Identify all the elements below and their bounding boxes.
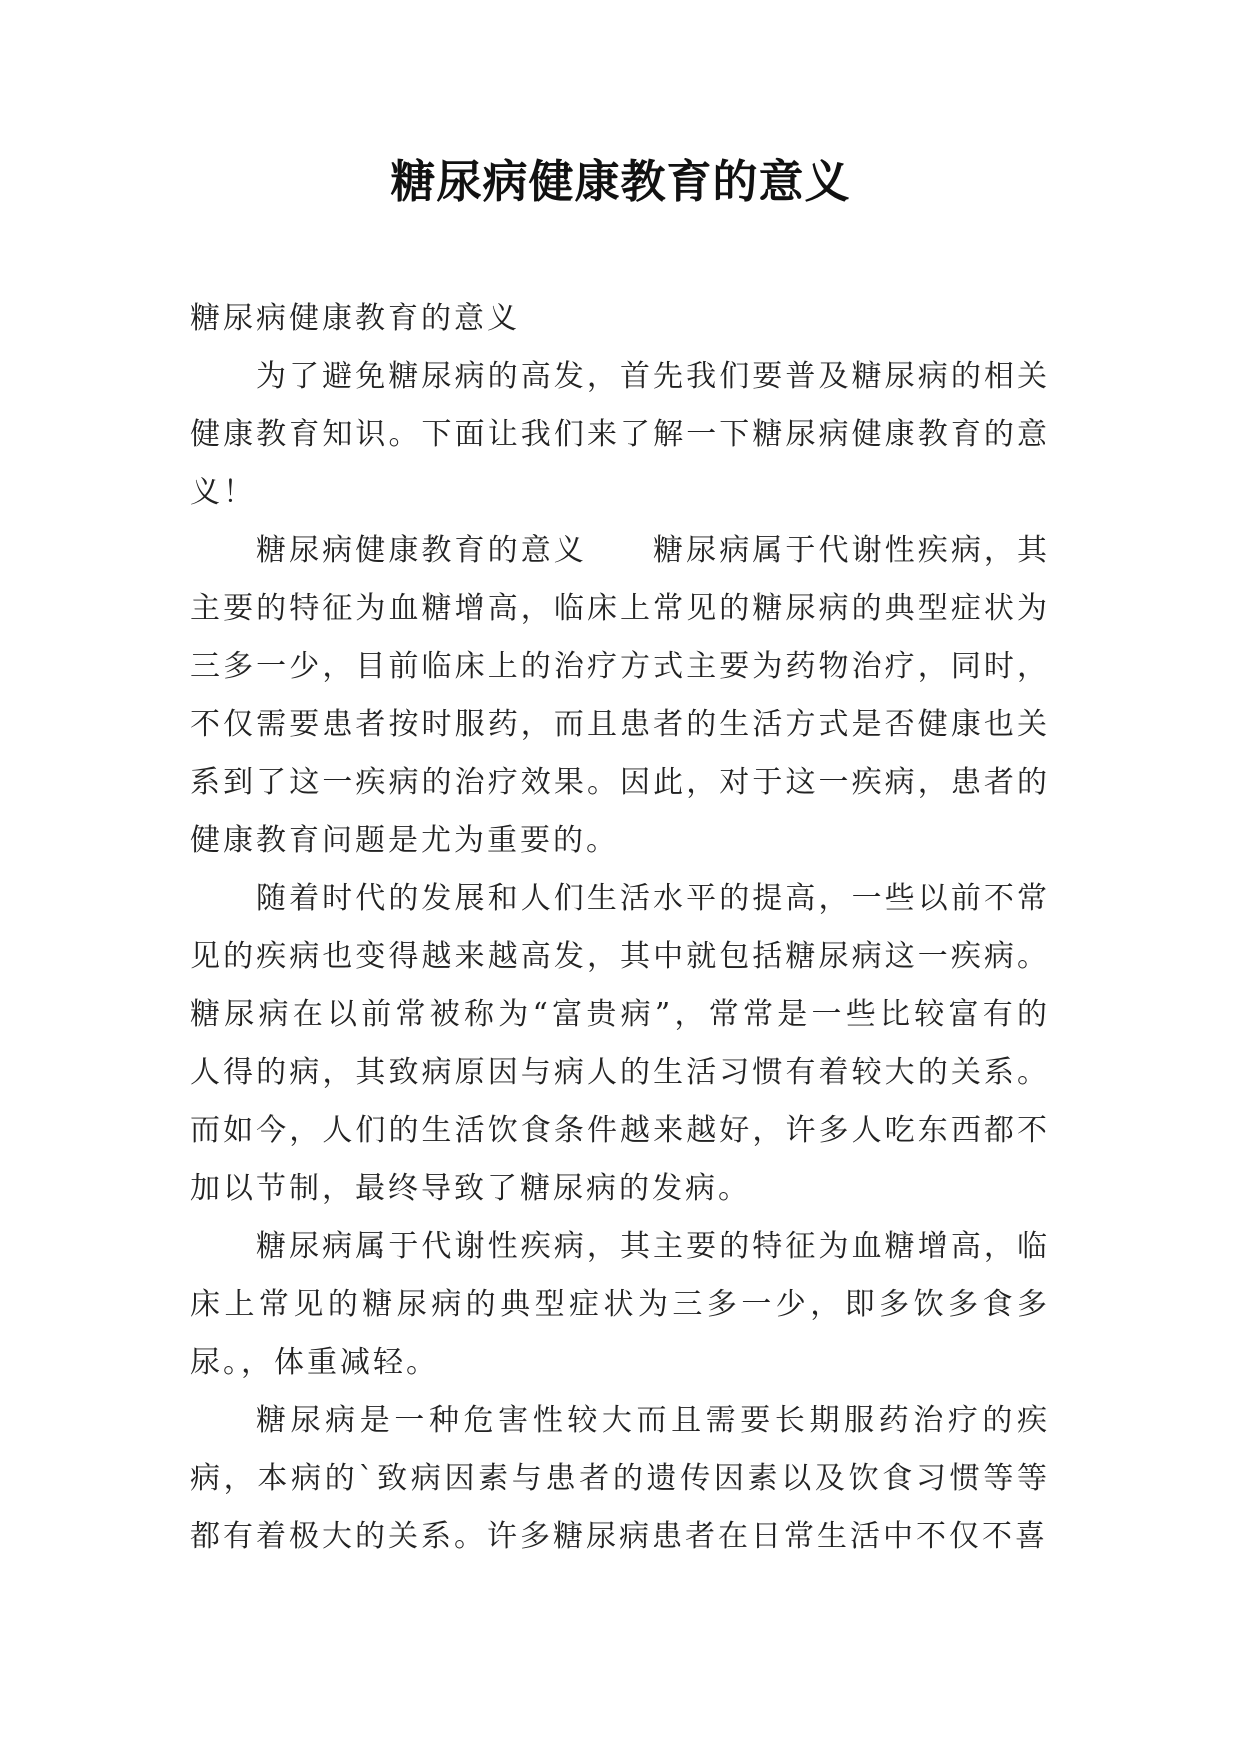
body-paragraph-harm: 糖尿病是一种危害性较大而且需要长期服药治疗的疾病，本病的`致病因素与患者的遗传因素以及饮食习惯等等都有着极大的关系。许多糖尿病患者在日常生活中不仅不喜 [190,1403,1050,1554]
subtitle-paragraph: 糖尿病健康教育的意义 [190,301,520,336]
body-paragraph-symptoms: 糖尿病属于代谢性疾病，其主要的特征为血糖增高，临床上常见的糖尿病的典型症状为三多一少，即多饮多食多尿。，体重减轻。 [190,1229,1050,1380]
intro-paragraph: 为了避免糖尿病的高发，首先我们要普及糖尿病的相关健康教育知识。下面让我们来了解一下糖尿病健康教育的意义！ [190,359,1050,510]
body-paragraph-development: 随着时代的发展和人们生活水平的提高，一些以前不常见的疾病也变得越来越高发，其中就包括糖尿病这一疾病。糖尿病在以前常被称为“富贵病”，常常是一些比较富有的人得的病，其致病原因与病人的生活习惯有着较大的关系。而如今，人们的生活饮食条件越来越好，许多人吃东西都不加以节制，最终导致了糖尿病的发病。 [190,881,1050,1206]
document-body [190,290,1050,1566]
page-title: 糖尿病健康教育的意义 [390,155,851,208]
body-paragraph-significance: 糖尿病健康教育的意义 糖尿病属于代谢性疾病，其主要的特征为血糖增高，临床上常见的糖尿病的典型症状为三多一少，目前临床上的治疗方式主要为药物治疗，同时，不仅需要患者按时服药，而且患者的生活方式是否健康也关系到了这一疾病的治疗效果。因此，对于这一疾病，患者的健康教育问题是尤为重要的。 [190,533,1050,858]
